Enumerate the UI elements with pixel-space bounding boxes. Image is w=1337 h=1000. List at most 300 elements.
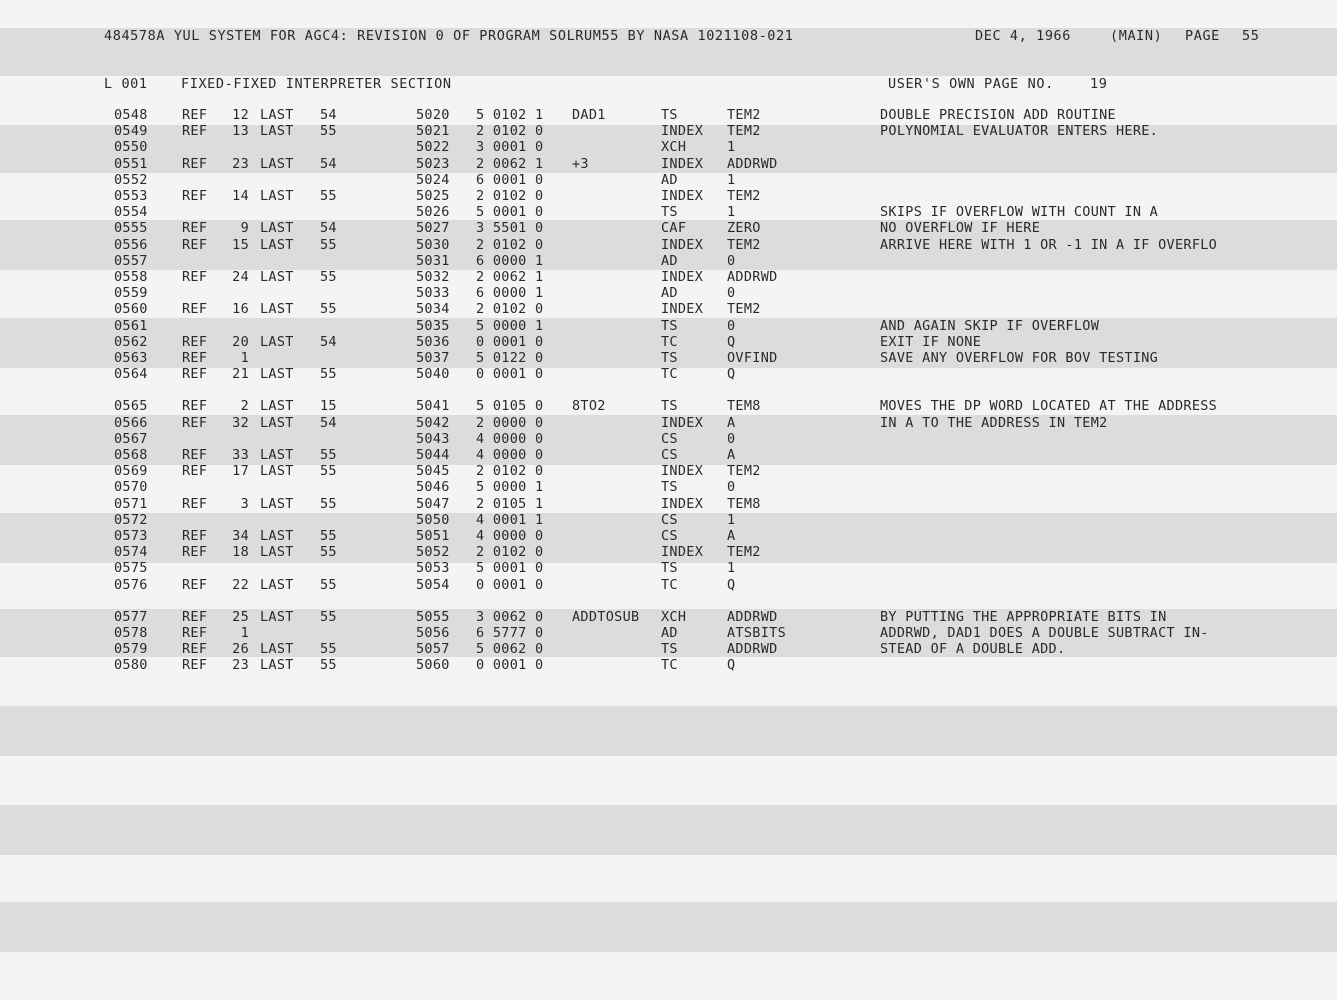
memory-address: 5031 <box>416 253 450 269</box>
opcode: AD <box>661 253 678 269</box>
ref-count: 34 <box>232 528 249 544</box>
opcode: TC <box>661 334 678 350</box>
comment: DOUBLE PRECISION ADD ROUTINE <box>880 107 1116 123</box>
operand: 1 <box>727 139 736 155</box>
memory-address: 5027 <box>416 220 450 236</box>
operand: A <box>727 447 736 463</box>
opcode: AD <box>661 172 678 188</box>
ref-count: 23 <box>232 156 249 172</box>
machine-code: 2 0102 0 <box>476 123 544 139</box>
last-page: 55 <box>320 609 337 625</box>
comment: ADDRWD, DAD1 DOES A DOUBLE SUBTRACT IN- <box>880 625 1209 641</box>
last-keyword: LAST <box>260 269 294 285</box>
last-keyword: LAST <box>260 577 294 593</box>
last-page: 15 <box>320 398 337 414</box>
line-number: 0558 <box>114 269 148 285</box>
ref-count: 14 <box>232 188 249 204</box>
machine-code: 5 0001 0 <box>476 560 544 576</box>
listing-row <box>0 220 1337 236</box>
line-number: 0572 <box>114 512 148 528</box>
printout-date: DEC 4, 1966 <box>975 28 1072 44</box>
memory-address: 5056 <box>416 625 450 641</box>
opcode: AD <box>661 625 678 641</box>
operand: 1 <box>727 172 736 188</box>
opcode: XCH <box>661 139 687 155</box>
last-keyword: LAST <box>260 366 294 382</box>
opcode: TC <box>661 366 678 382</box>
ref-keyword: REF <box>182 220 208 236</box>
operand: 1 <box>727 512 736 528</box>
last-keyword: LAST <box>260 398 294 414</box>
listing-row <box>0 172 1337 188</box>
comment: SAVE ANY OVERFLOW FOR BOV TESTING <box>880 350 1159 366</box>
last-page: 54 <box>320 334 337 350</box>
listing-row <box>0 237 1337 253</box>
user-page-label: USER'S OWN PAGE NO. <box>888 76 1054 92</box>
ref-keyword: REF <box>182 544 208 560</box>
listing-row <box>0 609 1337 625</box>
memory-address: 5025 <box>416 188 450 204</box>
ref-count: 25 <box>232 609 249 625</box>
operand: 0 <box>727 479 736 495</box>
machine-code: 6 5777 0 <box>476 625 544 641</box>
last-page: 55 <box>320 123 337 139</box>
listing-row <box>0 528 1337 544</box>
machine-code: 5 0001 0 <box>476 204 544 220</box>
machine-code: 5 0105 0 <box>476 398 544 414</box>
last-page: 55 <box>320 544 337 560</box>
memory-address: 5030 <box>416 237 450 253</box>
line-number: 0550 <box>114 139 148 155</box>
line-number: 0580 <box>114 657 148 673</box>
line-number: 0557 <box>114 253 148 269</box>
line-number: 0548 <box>114 107 148 123</box>
listing-row <box>0 188 1337 204</box>
operand: ADDRWD <box>727 269 778 285</box>
machine-code: 3 5501 0 <box>476 220 544 236</box>
last-page: 55 <box>320 641 337 657</box>
listing-row <box>0 301 1337 317</box>
last-keyword: LAST <box>260 496 294 512</box>
opcode: INDEX <box>661 188 704 204</box>
last-keyword: LAST <box>260 156 294 172</box>
comment: EXIT IF NONE <box>880 334 982 350</box>
line-number: 0561 <box>114 318 148 334</box>
ref-keyword: REF <box>182 188 208 204</box>
ref-keyword: REF <box>182 625 208 641</box>
memory-address: 5021 <box>416 123 450 139</box>
section-title: FIXED-FIXED INTERPRETER SECTION <box>181 76 452 92</box>
memory-address: 5043 <box>416 431 450 447</box>
machine-code: 2 0102 0 <box>476 301 544 317</box>
ref-count: 33 <box>232 447 249 463</box>
last-keyword: LAST <box>260 188 294 204</box>
machine-code: 2 0102 0 <box>476 237 544 253</box>
listing-row <box>0 512 1337 528</box>
machine-code: 5 0000 1 <box>476 318 544 334</box>
opcode: TS <box>661 204 678 220</box>
opcode: TC <box>661 657 678 673</box>
operand: 1 <box>727 560 736 576</box>
listing-row <box>0 447 1337 463</box>
symbol-label: ADDTOSUB <box>572 609 640 625</box>
memory-address: 5034 <box>416 301 450 317</box>
listing-row <box>0 560 1337 576</box>
last-page: 54 <box>320 415 337 431</box>
ref-count: 2 <box>240 398 249 414</box>
ref-keyword: REF <box>182 398 208 414</box>
page-number: 55 <box>1242 28 1260 44</box>
last-page: 55 <box>320 301 337 317</box>
memory-address: 5036 <box>416 334 450 350</box>
last-keyword: LAST <box>260 220 294 236</box>
ref-count: 26 <box>232 641 249 657</box>
ref-keyword: REF <box>182 463 208 479</box>
log-section: L 001 <box>104 76 148 92</box>
operand: ATSBITS <box>727 625 786 641</box>
line-number: 0577 <box>114 609 148 625</box>
machine-code: 0 0001 0 <box>476 577 544 593</box>
machine-code: 5 0000 1 <box>476 479 544 495</box>
comment: NO OVERFLOW IF HERE <box>880 220 1041 236</box>
comment: MOVES THE DP WORD LOCATED AT THE ADDRESS <box>880 398 1218 414</box>
memory-address: 5023 <box>416 156 450 172</box>
line-number: 0556 <box>114 237 148 253</box>
memory-address: 5042 <box>416 415 450 431</box>
last-keyword: LAST <box>260 237 294 253</box>
listing-row <box>0 269 1337 285</box>
listing-row <box>0 544 1337 560</box>
last-page: 55 <box>320 528 337 544</box>
opcode: CS <box>661 447 678 463</box>
listing-row <box>0 496 1337 512</box>
opcode: TS <box>661 107 678 123</box>
ref-keyword: REF <box>182 657 208 673</box>
memory-address: 5051 <box>416 528 450 544</box>
line-number: 0551 <box>114 156 148 172</box>
line-number: 0563 <box>114 350 148 366</box>
machine-code: 4 0000 0 <box>476 431 544 447</box>
operand: Q <box>727 577 736 593</box>
operand: TEM8 <box>727 398 761 414</box>
ref-keyword: REF <box>182 528 208 544</box>
last-page: 55 <box>320 188 337 204</box>
opcode: TS <box>661 398 678 414</box>
line-number: 0555 <box>114 220 148 236</box>
memory-address: 5040 <box>416 366 450 382</box>
last-keyword: LAST <box>260 528 294 544</box>
line-number: 0559 <box>114 285 148 301</box>
machine-code: 4 0001 1 <box>476 512 544 528</box>
machine-code: 4 0000 0 <box>476 447 544 463</box>
memory-address: 5045 <box>416 463 450 479</box>
memory-address: 5052 <box>416 544 450 560</box>
last-page: 54 <box>320 107 337 123</box>
operand: ADDRWD <box>727 609 778 625</box>
user-page-number: 19 <box>1090 76 1108 92</box>
operand: 0 <box>727 253 736 269</box>
line-number: 0567 <box>114 431 148 447</box>
memory-address: 5044 <box>416 447 450 463</box>
opcode: CAF <box>661 220 687 236</box>
last-page: 55 <box>320 577 337 593</box>
operand: Q <box>727 366 736 382</box>
memory-address: 5033 <box>416 285 450 301</box>
comment: ARRIVE HERE WITH 1 OR -1 IN A IF OVERFLO <box>880 237 1218 253</box>
comment: AND AGAIN SKIP IF OVERFLOW <box>880 318 1100 334</box>
line-number: 0579 <box>114 641 148 657</box>
line-number: 0571 <box>114 496 148 512</box>
ref-count: 15 <box>232 237 249 253</box>
machine-code: 2 0102 0 <box>476 544 544 560</box>
ref-count: 9 <box>240 220 249 236</box>
opcode: TS <box>661 560 678 576</box>
operand: TEM2 <box>727 107 761 123</box>
listing-row <box>0 107 1337 123</box>
operand: TEM2 <box>727 301 761 317</box>
ref-keyword: REF <box>182 366 208 382</box>
opcode: INDEX <box>661 415 704 431</box>
line-number: 0553 <box>114 188 148 204</box>
line-number: 0569 <box>114 463 148 479</box>
machine-code: 0 0001 0 <box>476 334 544 350</box>
opcode: INDEX <box>661 301 704 317</box>
memory-address: 5055 <box>416 609 450 625</box>
last-keyword: LAST <box>260 301 294 317</box>
last-keyword: LAST <box>260 463 294 479</box>
ref-keyword: REF <box>182 334 208 350</box>
listing-row <box>0 285 1337 301</box>
symbol-label: +3 <box>572 156 589 172</box>
line-number: 0576 <box>114 577 148 593</box>
listing-row <box>0 156 1337 172</box>
ref-count: 17 <box>232 463 249 479</box>
ref-keyword: REF <box>182 107 208 123</box>
machine-code: 5 0122 0 <box>476 350 544 366</box>
operand: TEM2 <box>727 544 761 560</box>
listing-row <box>0 350 1337 366</box>
listing-row <box>0 139 1337 155</box>
opcode: INDEX <box>661 269 704 285</box>
opcode: INDEX <box>661 123 704 139</box>
last-page: 55 <box>320 269 337 285</box>
listing-row <box>0 577 1337 593</box>
ref-keyword: REF <box>182 350 208 366</box>
listing-row <box>0 463 1337 479</box>
ref-keyword: REF <box>182 447 208 463</box>
line-number: 0568 <box>114 447 148 463</box>
memory-address: 5047 <box>416 496 450 512</box>
opcode: INDEX <box>661 496 704 512</box>
operand: TEM2 <box>727 237 761 253</box>
machine-code: 3 0062 0 <box>476 609 544 625</box>
operand: OVFIND <box>727 350 778 366</box>
machine-code: 6 0001 0 <box>476 172 544 188</box>
last-keyword: LAST <box>260 544 294 560</box>
last-page: 55 <box>320 447 337 463</box>
last-page: 55 <box>320 657 337 673</box>
line-number: 0565 <box>114 398 148 414</box>
last-page: 55 <box>320 366 337 382</box>
operand: ZERO <box>727 220 761 236</box>
machine-code: 2 0102 0 <box>476 188 544 204</box>
operand: 0 <box>727 431 736 447</box>
operand: A <box>727 415 736 431</box>
opcode: CS <box>661 512 678 528</box>
ref-keyword: REF <box>182 609 208 625</box>
symbol-label: DAD1 <box>572 107 606 123</box>
listing-row <box>0 625 1337 641</box>
listing-row <box>0 366 1337 382</box>
listing-row <box>0 479 1337 495</box>
line-number: 0560 <box>114 301 148 317</box>
ref-keyword: REF <box>182 301 208 317</box>
last-keyword: LAST <box>260 641 294 657</box>
ref-keyword: REF <box>182 269 208 285</box>
last-keyword: LAST <box>260 415 294 431</box>
line-number: 0570 <box>114 479 148 495</box>
operand: Q <box>727 657 736 673</box>
page-label: PAGE <box>1185 28 1220 44</box>
opcode: INDEX <box>661 463 704 479</box>
operand: TEM8 <box>727 496 761 512</box>
operand: 0 <box>727 285 736 301</box>
listing-row <box>0 657 1337 673</box>
listing-row <box>0 253 1337 269</box>
operand: TEM2 <box>727 123 761 139</box>
comment: POLYNOMIAL EVALUATOR ENTERS HERE. <box>880 123 1159 139</box>
line-number: 0574 <box>114 544 148 560</box>
listing-row <box>0 431 1337 447</box>
memory-address: 5054 <box>416 577 450 593</box>
line-number: 0549 <box>114 123 148 139</box>
last-page: 55 <box>320 463 337 479</box>
ref-keyword: REF <box>182 641 208 657</box>
listing-row <box>0 123 1337 139</box>
machine-code: 2 0062 1 <box>476 269 544 285</box>
operand: 0 <box>727 318 736 334</box>
ref-keyword: REF <box>182 156 208 172</box>
line-number: 0578 <box>114 625 148 641</box>
comment: IN A TO THE ADDRESS IN TEM2 <box>880 415 1108 431</box>
opcode: AD <box>661 285 678 301</box>
machine-code: 2 0062 1 <box>476 156 544 172</box>
opcode: TS <box>661 641 678 657</box>
ref-keyword: REF <box>182 496 208 512</box>
operand: 1 <box>727 204 736 220</box>
last-page: 55 <box>320 496 337 512</box>
last-keyword: LAST <box>260 609 294 625</box>
opcode: TS <box>661 479 678 495</box>
last-keyword: LAST <box>260 657 294 673</box>
memory-address: 5020 <box>416 107 450 123</box>
line-number: 0552 <box>114 172 148 188</box>
ref-keyword: REF <box>182 577 208 593</box>
memory-address: 5050 <box>416 512 450 528</box>
ref-count: 22 <box>232 577 249 593</box>
operand: Q <box>727 334 736 350</box>
opcode: TC <box>661 577 678 593</box>
line-number: 0575 <box>114 560 148 576</box>
last-keyword: LAST <box>260 334 294 350</box>
opcode: CS <box>661 528 678 544</box>
machine-code: 2 0000 0 <box>476 415 544 431</box>
ref-keyword: REF <box>182 123 208 139</box>
memory-address: 5053 <box>416 560 450 576</box>
machine-code: 2 0102 0 <box>476 463 544 479</box>
line-number: 0566 <box>114 415 148 431</box>
line-number: 0564 <box>114 366 148 382</box>
memory-address: 5037 <box>416 350 450 366</box>
memory-address: 5026 <box>416 204 450 220</box>
machine-code: 0 0001 0 <box>476 366 544 382</box>
memory-address: 5022 <box>416 139 450 155</box>
line-number: 0562 <box>114 334 148 350</box>
last-keyword: LAST <box>260 123 294 139</box>
machine-code: 6 0000 1 <box>476 285 544 301</box>
printout-title: 484578A YUL SYSTEM FOR AGC4: REVISION 0 OF PROGRAM SOLRUM55 BY NASA 1021108-021 <box>104 28 794 44</box>
ref-count: 1 <box>240 350 249 366</box>
opcode: INDEX <box>661 544 704 560</box>
listing-row <box>0 318 1337 334</box>
ref-count: 12 <box>232 107 249 123</box>
memory-address: 5032 <box>416 269 450 285</box>
memory-address: 5041 <box>416 398 450 414</box>
ref-count: 20 <box>232 334 249 350</box>
machine-code: 2 0105 1 <box>476 496 544 512</box>
machine-code: 4 0000 0 <box>476 528 544 544</box>
ref-count: 3 <box>240 496 249 512</box>
operand: TEM2 <box>727 463 761 479</box>
memory-address: 5057 <box>416 641 450 657</box>
last-page: 54 <box>320 156 337 172</box>
ref-count: 23 <box>232 657 249 673</box>
opcode: TS <box>661 350 678 366</box>
opcode: CS <box>661 431 678 447</box>
opcode: XCH <box>661 609 687 625</box>
memory-address: 5046 <box>416 479 450 495</box>
last-page: 55 <box>320 237 337 253</box>
listing-row <box>0 415 1337 431</box>
ref-count: 32 <box>232 415 249 431</box>
symbol-label: 8TO2 <box>572 398 606 414</box>
listing-row <box>0 641 1337 657</box>
machine-code: 0 0001 0 <box>476 657 544 673</box>
line-number: 0554 <box>114 204 148 220</box>
section-tag: (MAIN) <box>1110 28 1163 44</box>
last-keyword: LAST <box>260 447 294 463</box>
opcode: INDEX <box>661 237 704 253</box>
operand: ADDRWD <box>727 641 778 657</box>
ref-count: 13 <box>232 123 249 139</box>
ref-count: 18 <box>232 544 249 560</box>
memory-address: 5024 <box>416 172 450 188</box>
ref-count: 21 <box>232 366 249 382</box>
operand: TEM2 <box>727 188 761 204</box>
listing-row <box>0 204 1337 220</box>
memory-address: 5035 <box>416 318 450 334</box>
machine-code: 3 0001 0 <box>476 139 544 155</box>
machine-code: 6 0000 1 <box>476 253 544 269</box>
opcode: TS <box>661 318 678 334</box>
opcode: INDEX <box>661 156 704 172</box>
machine-code: 5 0102 1 <box>476 107 544 123</box>
operand: ADDRWD <box>727 156 778 172</box>
ref-keyword: REF <box>182 237 208 253</box>
ref-count: 24 <box>232 269 249 285</box>
line-number: 0573 <box>114 528 148 544</box>
comment: SKIPS IF OVERFLOW WITH COUNT IN A <box>880 204 1159 220</box>
